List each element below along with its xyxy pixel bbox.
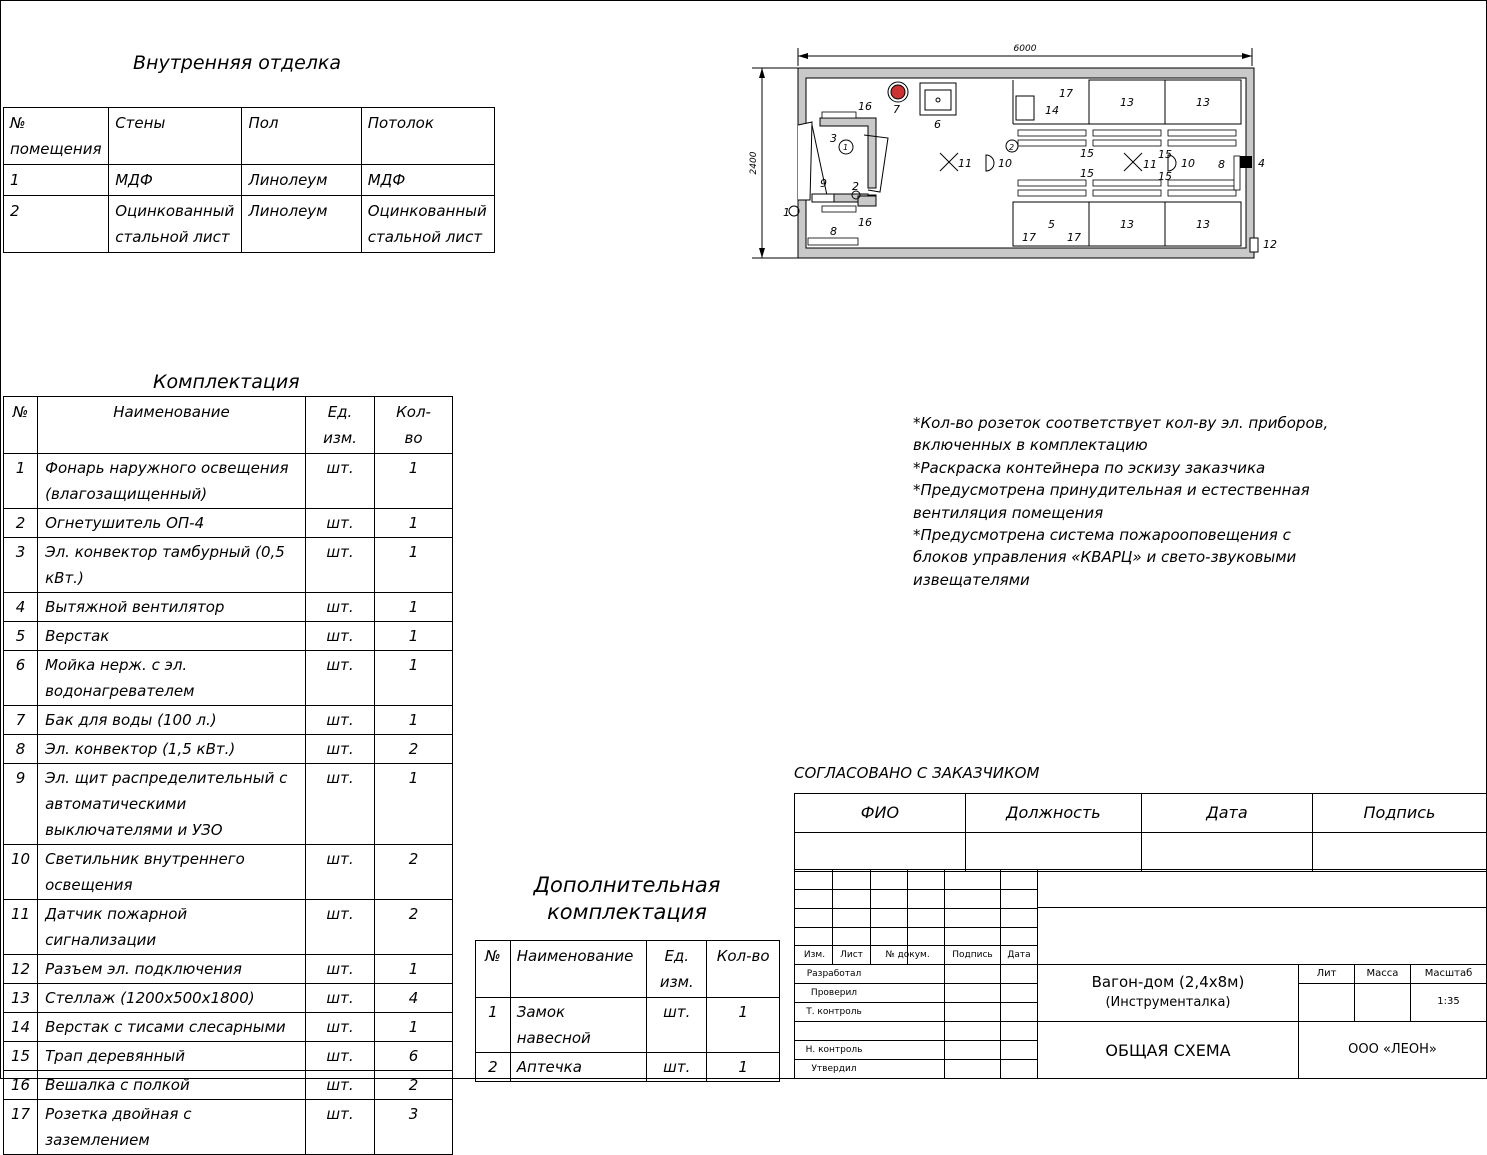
svg-text:8: 8	[1218, 158, 1225, 171]
table-row	[4, 706, 453, 735]
floor-plan	[740, 36, 1290, 266]
cell: 1	[4, 165, 109, 196]
svg-text:17: 17	[1022, 231, 1036, 244]
svg-text:17: 17	[1059, 87, 1073, 100]
approval-position-cell	[965, 833, 1141, 872]
cell: Эл. конвектор тамбурный (0,5 кВт.)	[38, 538, 306, 593]
cell: Розетка двойная с заземлением	[38, 1100, 306, 1155]
cell: Аптечка	[510, 1053, 647, 1082]
plan-dim-height: 2400	[749, 151, 759, 175]
tb-lit-label: Лит	[1316, 968, 1337, 979]
svg-text:11: 11	[1143, 158, 1157, 171]
cell: 1	[375, 955, 453, 984]
cell: 6	[375, 1042, 453, 1071]
svg-text:10: 10	[1181, 157, 1195, 170]
cell: шт.	[305, 651, 374, 706]
cell: шт.	[305, 454, 374, 509]
cell: 1	[375, 454, 453, 509]
cell: 2	[375, 735, 453, 764]
cell: шт.	[305, 706, 374, 735]
svg-text:7: 7	[893, 103, 900, 116]
add-header-qty: Кол-во	[707, 941, 780, 998]
additional-title	[475, 872, 779, 926]
svg-text:13: 13	[1196, 218, 1210, 231]
kit-table	[3, 396, 453, 1155]
table-row	[476, 1053, 780, 1082]
cell: Эл. конвектор (1,5 кВт.)	[38, 735, 306, 764]
tb-col-date: Дата	[1007, 950, 1031, 960]
svg-text:17: 17	[1067, 231, 1081, 244]
approval-title: СОГЛАСОВАНО С ЗАКАЗЧИКОМ	[794, 764, 1040, 782]
cell: 1	[375, 538, 453, 593]
svg-text:16: 16	[858, 100, 872, 113]
svg-text:13: 13	[1120, 218, 1134, 231]
approval-signature-cell	[1313, 833, 1487, 872]
cell: 2	[4, 196, 109, 253]
svg-text:10: 10	[998, 157, 1012, 170]
kit-header-qty: Кол-во	[375, 397, 453, 454]
cell: Оцинкованный стальной лист	[109, 196, 242, 253]
svg-text:8: 8	[830, 225, 837, 238]
tb-scale-label: Масштаб	[1424, 968, 1473, 979]
cell: шт.	[305, 845, 374, 900]
cell: Стеллаж (1200х500х1800)	[38, 984, 306, 1013]
tb-col-signature: Подпись	[952, 950, 993, 960]
approval-header-signature: Подпись	[1313, 794, 1487, 833]
plan-dim-width: 6000	[1013, 44, 1037, 54]
cell: МДФ	[109, 165, 242, 196]
table-row	[4, 538, 453, 593]
tb-role-developed: Разработал	[806, 969, 862, 979]
cell: Трап деревянный	[38, 1042, 306, 1071]
cell: 4	[4, 593, 38, 622]
svg-text:14: 14	[1045, 104, 1059, 117]
cell: Линолеум	[242, 196, 361, 253]
approval-header-name: ФИО	[795, 794, 966, 833]
cell: шт.	[305, 1100, 374, 1155]
tb-col-doc: № докум.	[885, 950, 930, 960]
tb-role-approved: Утвердил	[811, 1064, 857, 1074]
table-row	[4, 454, 453, 509]
cell: 1	[375, 593, 453, 622]
svg-text:6: 6	[934, 118, 941, 131]
table-row	[4, 984, 453, 1013]
tb-role-ncontrol: Н. контроль	[805, 1045, 863, 1055]
interior-header-ceiling: Потолок	[361, 108, 494, 165]
cell: 2	[476, 1053, 511, 1082]
cell: 11	[4, 900, 38, 955]
cell: Бак для воды (100 л.)	[38, 706, 306, 735]
table-row	[4, 165, 495, 196]
approval-header-date: Дата	[1141, 794, 1312, 833]
cell: 1	[375, 764, 453, 845]
cell: 9	[4, 764, 38, 845]
tb-drawing-name: ОБЩАЯ СХЕМА	[1105, 1041, 1231, 1060]
cell: 16	[4, 1071, 38, 1100]
cell: 2	[375, 1071, 453, 1100]
interior-table	[3, 107, 495, 253]
svg-text:15: 15	[1158, 170, 1172, 183]
cell: шт.	[647, 998, 707, 1053]
svg-text:15: 15	[1080, 147, 1094, 160]
cell: 2	[375, 845, 453, 900]
cell: 12	[4, 955, 38, 984]
svg-text:1: 1	[843, 143, 849, 152]
cell: 14	[4, 1013, 38, 1042]
table-row	[4, 735, 453, 764]
cell: 3	[375, 1100, 453, 1155]
cell: Линолеум	[242, 165, 361, 196]
cell: 1	[375, 651, 453, 706]
cell: 3	[4, 538, 38, 593]
cell: 2	[375, 900, 453, 955]
svg-text:9: 9	[820, 177, 827, 190]
cell: Фонарь наружного освещения (влагозащищенный)	[38, 454, 306, 509]
kit-title: Комплектация	[153, 371, 300, 393]
approval-date-cell	[1141, 833, 1312, 872]
tb-col-change: Изм.	[803, 950, 826, 960]
table-row	[4, 764, 453, 845]
interior-header-floor: Пол	[242, 108, 361, 165]
cell: Вытяжной вентилятор	[38, 593, 306, 622]
title-block	[794, 869, 1487, 1079]
cell: 13	[4, 984, 38, 1013]
svg-text:1: 1	[783, 206, 790, 219]
tb-role-tcontrol: Т. контроль	[806, 1007, 862, 1017]
svg-text:13: 13	[1196, 96, 1210, 109]
kit-header-name: Наименование	[38, 397, 306, 454]
svg-text:5: 5	[1048, 218, 1055, 231]
cell: 4	[375, 984, 453, 1013]
cell: шт.	[305, 1071, 374, 1100]
tb-scale-value: 1:35	[1437, 996, 1460, 1007]
table-row	[4, 955, 453, 984]
cell: 1	[375, 706, 453, 735]
cell: шт.	[305, 622, 374, 651]
approval-name-cell	[795, 833, 966, 872]
note: *Предусмотрена принудительная и естественная вентиляция помещения	[913, 481, 1310, 522]
tb-product: Вагон-дом (2,4х8м)	[1091, 973, 1245, 991]
cell: 8	[4, 735, 38, 764]
cell: Светильник внутреннего освещения	[38, 845, 306, 900]
cell: Мойка нерж. с эл. водонагревателем	[38, 651, 306, 706]
additional-title-line1: Дополнительная	[533, 873, 721, 897]
tb-company: ООО «ЛЕОН»	[1348, 1042, 1437, 1057]
additional-table	[475, 940, 780, 1082]
note: *Кол-во розеток соответствует кол-ву эл. приборов, включенных в комплектацию	[913, 414, 1329, 455]
cell: Разъем эл. подключения	[38, 955, 306, 984]
interior-header-walls: Стены	[109, 108, 242, 165]
svg-text:15: 15	[1158, 148, 1172, 161]
cell: шт.	[305, 593, 374, 622]
table-row	[4, 622, 453, 651]
table-row	[4, 593, 453, 622]
cell: 6	[4, 651, 38, 706]
table-row	[4, 651, 453, 706]
interior-header-room: № помещения	[4, 108, 109, 165]
cell: МДФ	[361, 165, 494, 196]
cell: Замок навесной	[510, 998, 647, 1053]
cell: шт.	[305, 900, 374, 955]
table-row	[476, 998, 780, 1053]
svg-text:11: 11	[958, 157, 972, 170]
table-row	[4, 509, 453, 538]
cell: Верстак с тисами слесарными	[38, 1013, 306, 1042]
tb-mass-label: Масса	[1366, 968, 1399, 979]
table-row	[4, 1100, 453, 1155]
svg-text:15: 15	[1080, 167, 1094, 180]
cell: шт.	[305, 538, 374, 593]
cell: 2	[4, 509, 38, 538]
cell: 7	[4, 706, 38, 735]
interior-title: Внутренняя отделка	[133, 52, 342, 74]
table-row	[4, 1071, 453, 1100]
approval-table	[794, 793, 1487, 872]
cell: Верстак	[38, 622, 306, 651]
tb-product-sub: (Инструменталка)	[1105, 995, 1231, 1010]
cell: шт.	[647, 1053, 707, 1082]
approval-header-position: Должность	[965, 794, 1141, 833]
add-header-num: №	[476, 941, 511, 998]
notes	[913, 412, 1343, 591]
cell: шт.	[305, 984, 374, 1013]
cell: шт.	[305, 1013, 374, 1042]
cell: шт.	[305, 735, 374, 764]
cell: шт.	[305, 509, 374, 538]
table-row	[4, 900, 453, 955]
cell: 1	[476, 998, 511, 1053]
svg-text:2: 2	[852, 180, 859, 193]
table-row	[4, 196, 495, 253]
svg-text:12: 12	[1263, 238, 1277, 251]
add-header-name: Наименование	[510, 941, 647, 998]
note: *Раскраска контейнера по эскизу заказчика	[913, 458, 1266, 477]
cell: 15	[4, 1042, 38, 1071]
svg-text:16: 16	[858, 216, 872, 229]
kit-header-num: №	[4, 397, 38, 454]
table-row	[4, 845, 453, 900]
cell: Датчик пожарной сигнализации	[38, 900, 306, 955]
cell: Оцинкованный стальной лист	[361, 196, 494, 253]
svg-text:2: 2	[1009, 143, 1015, 152]
svg-text:13: 13	[1120, 96, 1134, 109]
cell: Огнетушитель ОП-4	[38, 509, 306, 538]
cell: 17	[4, 1100, 38, 1155]
cell: 1	[375, 622, 453, 651]
additional-title-line2: комплектация	[547, 900, 707, 924]
table-row	[4, 1042, 453, 1071]
cell: шт.	[305, 764, 374, 845]
cell: шт.	[305, 955, 374, 984]
table-row	[4, 1013, 453, 1042]
cell: 5	[4, 622, 38, 651]
kit-header-unit: Ед. изм.	[305, 397, 374, 454]
cell: 1	[375, 1013, 453, 1042]
cell: Вешалка с полкой	[38, 1071, 306, 1100]
cell: 1	[4, 454, 38, 509]
note: *Предусмотрена система пожарооповещения с блоков управления «КВАРЦ» и свето-звуковыми извещателями	[913, 526, 1297, 589]
cell: 1	[375, 509, 453, 538]
svg-text:4: 4	[1258, 157, 1265, 170]
add-header-unit: Ед. изм.	[647, 941, 707, 998]
cell: шт.	[305, 1042, 374, 1071]
svg-text:3: 3	[830, 132, 837, 145]
cell: 1	[707, 1053, 780, 1082]
cell: 10	[4, 845, 38, 900]
tb-col-sheet: Лист	[840, 950, 863, 960]
tb-role-checked: Проверил	[810, 988, 858, 998]
cell: 1	[707, 998, 780, 1053]
cell: Эл. щит распределительный с автоматическими выключателями и УЗО	[38, 764, 306, 845]
